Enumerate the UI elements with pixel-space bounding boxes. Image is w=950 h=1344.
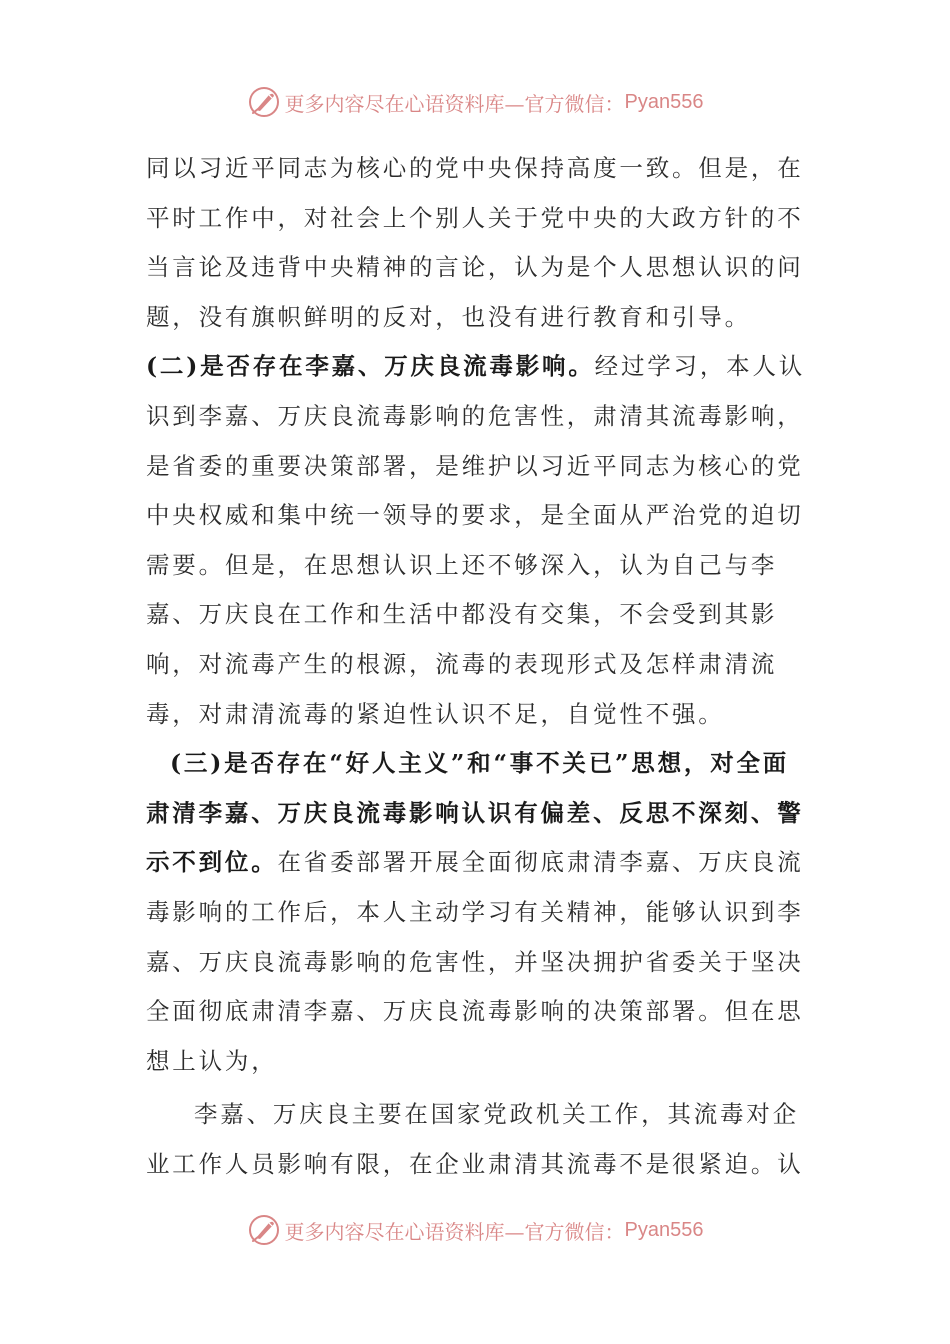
paragraph-3-heading: (三)是否存在“好人主义”和“事不关已”思想，对全面肃清李嘉、万庆良流毒影响认识有偏差、反思不深刻、警示不到位。 xyxy=(146,749,804,877)
watermark-wechat-id: Pyan556 xyxy=(624,1218,704,1241)
paragraph-3-body: 在省委部署开展全面彻底肃清李嘉、万庆良流毒影响的工作后，本人主动学习有关精神，能够认识到李嘉、万庆良流毒影响的危害性，并坚决拥护省委关于坚决全面彻底肃清李嘉、万庆良流毒影响的决策部署。但在思想上认为， xyxy=(146,848,804,1075)
paragraph-1: 同以习近平同志为核心的党中央保持高度一致。但是，在平时工作中，对社会上个别人关于党中央的大政方针的不当言论及违背中央精神的言论，认为是个人思想认识的问题，没有旗帜鲜明的反对，也没有进行教育和引导。 xyxy=(146,154,804,331)
paragraph-2-heading: (二)是否存在李嘉、万庆良流毒影响。 xyxy=(146,352,595,381)
pen-quill-logo-icon xyxy=(247,1213,281,1247)
watermark-text: 更多内容尽在心语资料库—官方微信： xyxy=(284,1219,625,1244)
paragraph-4: 李嘉、万庆良主要在国家党政机关工作，其流毒对企业工作人员影响有限，在企业肃清其流毒不是很紧迫。认 xyxy=(146,1100,804,1178)
watermark-banner-bottom xyxy=(0,1210,950,1250)
watermark-wechat-id: Pyan556 xyxy=(624,90,704,113)
pen-quill-logo-icon xyxy=(247,85,281,119)
paragraph-3 xyxy=(146,739,806,1086)
watermark-text: 更多内容尽在心语资料库—官方微信： xyxy=(284,91,625,116)
paragraph-2-body: 经过学习，本人认识到李嘉、万庆良流毒影响的危害性，肃清其流毒影响，是省委的重要决策部署，是维护以习近平同志为核心的党中央权威和集中统一领导的要求，是全面从严治党的迫切需要。但是，在思想认识上还不够深入，认为自己与李嘉、万庆良在工作和生活中都没有交集，不会受到其影响，对流毒产生的根源，流毒的表现形式及怎样肃清流毒，对肃清流毒的紧迫性认识不足，自觉性不强。 xyxy=(146,352,806,728)
paragraph-2 xyxy=(146,342,806,739)
watermark-banner-top xyxy=(0,82,950,122)
document-body xyxy=(146,144,806,1189)
